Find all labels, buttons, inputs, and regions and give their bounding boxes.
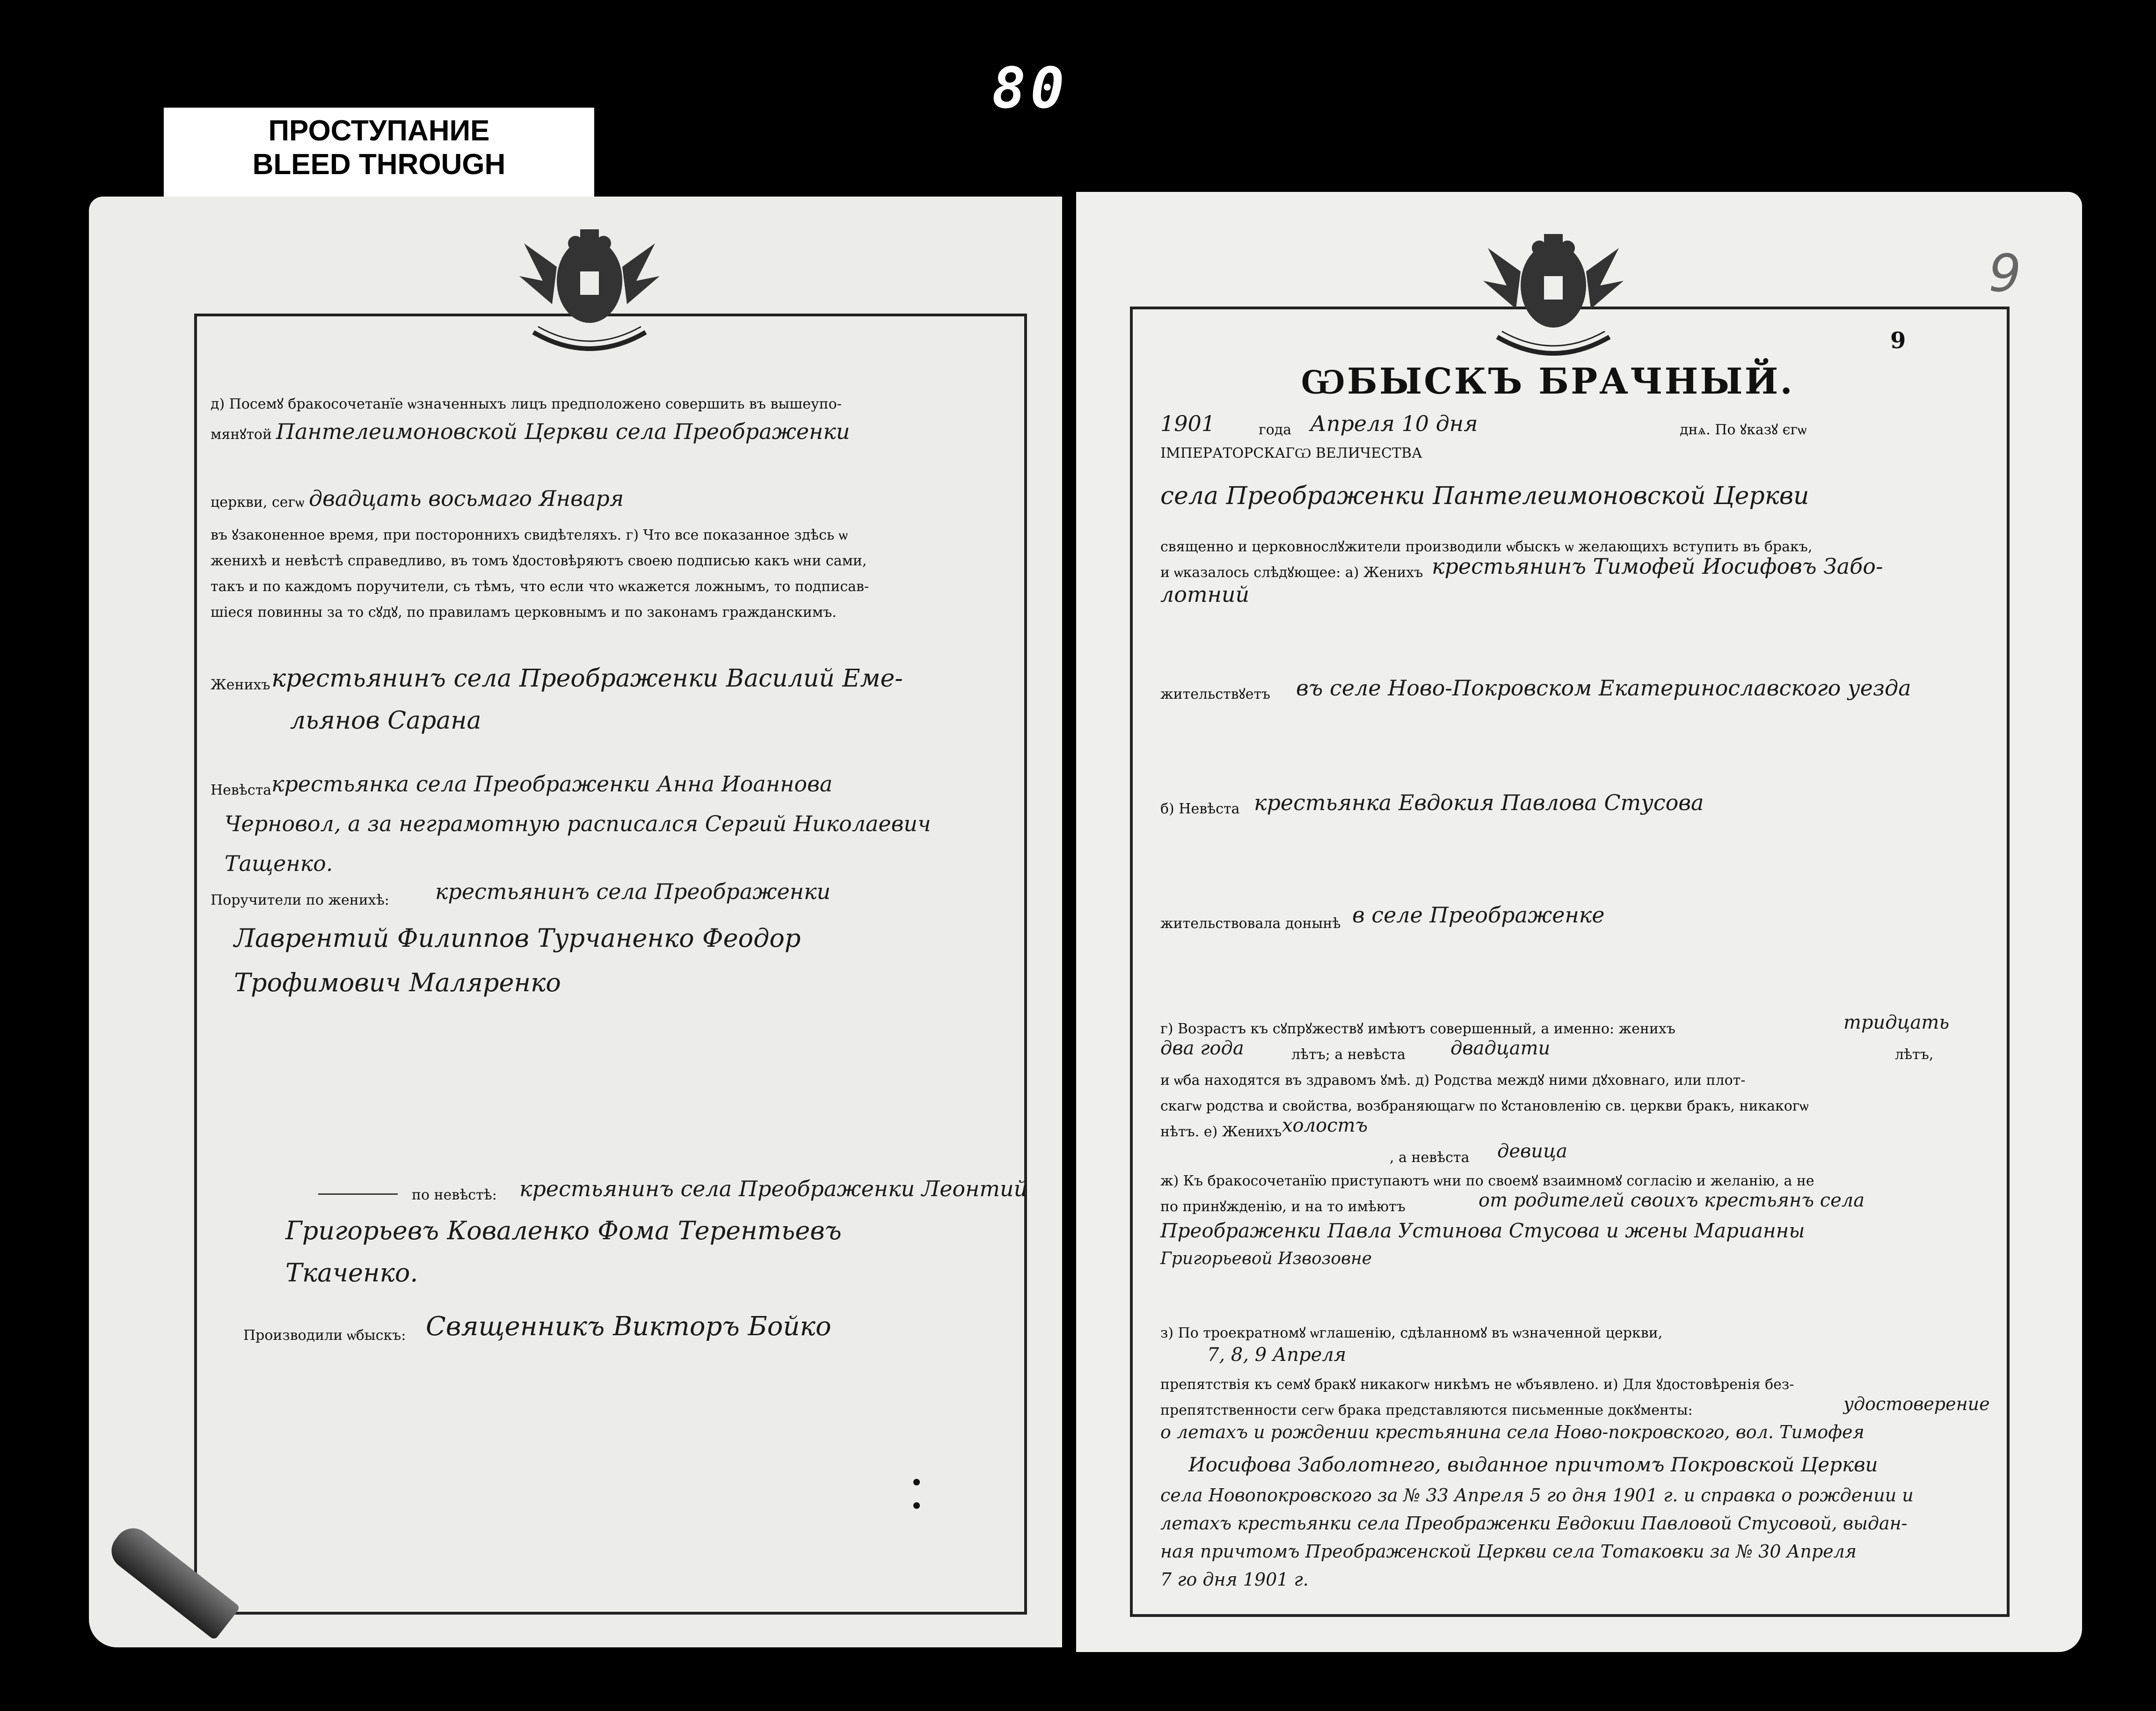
church-handwritten: села Преображенки Пантелеимоновской Церкви [1160,482,1809,510]
bride-guarantors-label: по невѣстѣ: [412,1187,497,1203]
groom-residence-label: жительствꙋетъ [1160,686,1271,702]
wedding-date-handwritten: двадцать восьмаго Января [309,486,624,511]
impediment-line-1: препятствія къ семꙋ бракꙋ никакогѡ никѣмъ не ѡбъявлено. и) Для ꙋдостовѣренія без- [1160,1376,1794,1393]
groom-age-handwritten: тридцать [1843,1012,1950,1033]
health-line: и ѡба находятся въ здравомъ ꙋмѣ. д) Родства междꙋ ними дꙋховнаго, или плот- [1160,1072,1746,1089]
church-name-handwritten: Пантелеимоновской Церкви села Преображенки [276,419,850,444]
imperial-majesty: ІМПЕРАТОРСКАГѠ ВЕЛИЧЕСТВА [1160,445,1422,461]
consent-handwritten-3: Григорьевой Извозовне [1160,1249,1372,1268]
bleed-label-en: BLEED THROUGH [252,148,506,181]
decree-label: днѧ. По ꙋказꙋ єгѡ [1680,422,1807,438]
groom-guarantors-handwritten-2: Лаврентий Филиппов Турчаненко Феодор [234,923,801,953]
bride-residence-handwritten: в селе Преображенке [1352,902,1605,928]
documents-handwritten-3: Иосифова Заболотнего, выданное причтомъ Покровской Церкви [1188,1453,1878,1476]
pencil-page-mark: 9 [1988,243,2021,303]
para-d-line-1: д) Посемꙋ бракосочетанїе ѡзначенныхъ лицъ предположено совершить въ вышеупо- [211,396,842,412]
bride-guarantors-handwritten-1: крестьянинъ села Преображенки Леонтий [519,1176,1028,1201]
found-prefix: и ѡказалось слѣдꙋющее: а) Женихъ [1160,564,1423,581]
age-line-1: г) Возрастъ къ сꙋпрꙋжествꙋ имѣютъ совершенный, а именно: женихъ [1160,1021,1675,1037]
frame-number: 80 [992,56,1069,121]
kinship-line: скагѡ родства и свойства, возбраняющагѡ по ꙋстановленію св. церкви бракъ, никакогѡ [1160,1098,1809,1114]
search-performed-label: Производили ѡбыскъ: [243,1327,406,1344]
documents-handwritten-5: летахъ крестьянки села Преображенки Евдокии Павловой Стусовой, выдан- [1160,1513,1908,1534]
bride-status-handwritten: девица [1497,1141,1567,1162]
bride-guarantors-rule [318,1193,398,1195]
imperial-eagle-crest-icon [515,225,664,351]
consent-handwritten-2: Преображенки Павла Устинова Стусова и жены Марианны [1160,1219,1805,1242]
age-years-label: лѣтъ, [1895,1046,1934,1063]
groom-guarantors-handwritten-3: Трофимович Маляренко [234,968,561,997]
priest-signature-handwritten: Священникъ Викторъ Бойко [426,1311,831,1342]
documents-handwritten-6: ная причтомъ Преображенской Церкви села Тотаковки за № 30 Апреля [1160,1541,1857,1562]
consent-line-1: ж) Къ бракосочетанїю приступаютъ ѡни по своемꙋ взаимномꙋ согласію и желанію, а не [1160,1173,1814,1189]
bride-status-label: , а невѣста [1390,1149,1470,1166]
ink-dot [913,1502,920,1509]
year-handwritten: 1901 [1160,411,1216,436]
legal-para-line-4: шіеся повинны за то сꙋдꙋ, по правиламъ церковнымъ и по законамъ гражданскимъ. [211,604,837,621]
documents-handwritten-7: 7 го дня 1901 г. [1160,1569,1309,1590]
groom-status-handwritten: холостъ [1282,1115,1368,1136]
year-label: года [1259,422,1292,438]
bride-handwritten-1: крестьянка села Преображенки Анна Иоаннова [271,771,833,797]
banns-line: з) По троекратномꙋ ѡглашенію, сдѣланномꙋ въ ѡзначенной церкви, [1160,1325,1663,1341]
legal-para-line-1: въ ꙋзаконенное время, при постороннихъ свидѣтеляхъ. г) Что все показанное здѣсь ѡ [211,527,848,543]
bride-handwritten: крестьянка Евдокия Павлова Стусова [1254,790,1704,815]
page-number: 9 [1890,328,1906,354]
right-page [1076,192,2082,1652]
groom-handwritten-1: крестьянинъ Тимофей Иосифовъ Забо- [1432,554,1883,579]
groom-handwritten-2: льянов Саранa [290,707,481,735]
banns-dates-handwritten: 7, 8, 9 Апреля [1207,1344,1347,1366]
groom-handwritten-2: лотний [1160,582,1250,607]
bride-residence-label: жительствовала донынѣ [1160,915,1341,932]
impediment-line-2: препятственности сегѡ брака представляются письменные докꙋменты: [1160,1402,1693,1419]
bride-handwritten-2: Черновол, а за неграмотную расписался Сергий Николаевич [225,811,931,836]
groom-age-handwritten-2: два года [1160,1038,1244,1059]
consent-line-2: по принꙋжденію, и на то имѣютъ [1160,1199,1406,1215]
ink-dot [913,1479,920,1485]
bride-label: б) Невѣста [1160,801,1240,817]
groom-handwritten-1: крестьянинъ села Преображенки Василий Еме- [271,665,903,693]
bleed-label-ru: ПРОСТУПАНИЕ [268,115,490,147]
bleed-through-label [164,108,594,197]
month-handwritten: Апреля 10 дня [1310,411,1478,436]
bride-label: Невѣста [211,782,272,798]
consent-handwritten-1: от родителей своихъ крестьянъ села [1479,1190,1865,1211]
bride-guarantors-handwritten-2: Григорьевъ Коваленко Фома Терентьевъ [285,1216,842,1245]
imperial-eagle-crest-icon [1479,229,1628,356]
documents-handwritten-4: села Новопокровского за № 33 Апреля 5 го дня 1901 г. и справка о рождении и [1160,1485,1914,1506]
documents-handwritten-1: удостоверение [1843,1394,1990,1414]
legal-para-line-2: женихѣ и невѣстѣ справедливо, въ томъ ꙋдостовѣряютъ своею подписью какъ ѡни сами, [211,553,867,569]
church-prefix: церкви, сегѡ [211,494,305,511]
bride-handwritten-3: Тащенко. [225,851,333,876]
age-line-2: лѣтъ; а невѣста [1291,1046,1406,1063]
groom-residence-handwritten: въ селе Ново-Покровском Екатеринославского уезда [1296,675,1911,701]
groom-guarantors-handwritten-1: крестьянинъ села Преображенки [435,879,831,904]
para-d-line-2-prefix: мянꙋтой [211,426,272,443]
document-title: ѠБЫСКЪ БРАЧНЫЙ. [1301,360,1794,402]
legal-para-line-3: такъ и по каждомъ поручители, съ тѣмъ, что если что ѡкажется ложнымъ, то подписав- [211,578,869,595]
bride-guarantors-handwritten-3: Ткаченко. [285,1258,418,1287]
groom-label: Женихъ [211,677,270,693]
groom-guarantors-label: Поручители по женихѣ: [211,892,389,908]
prior-marriage-prefix: нѣтъ. е) Женихъ [1160,1124,1282,1140]
bride-age-handwritten: двадцати [1450,1038,1551,1059]
left-page [89,197,1062,1647]
documents-handwritten-2: о летахъ и рождении крестьянина села Ново-покровского, вол. Тимофея [1160,1422,1865,1442]
clergy-line: священно и церковнослꙋжители производили ѡбыскъ ѡ желающихъ вступить въ бракъ, [1160,539,1813,555]
